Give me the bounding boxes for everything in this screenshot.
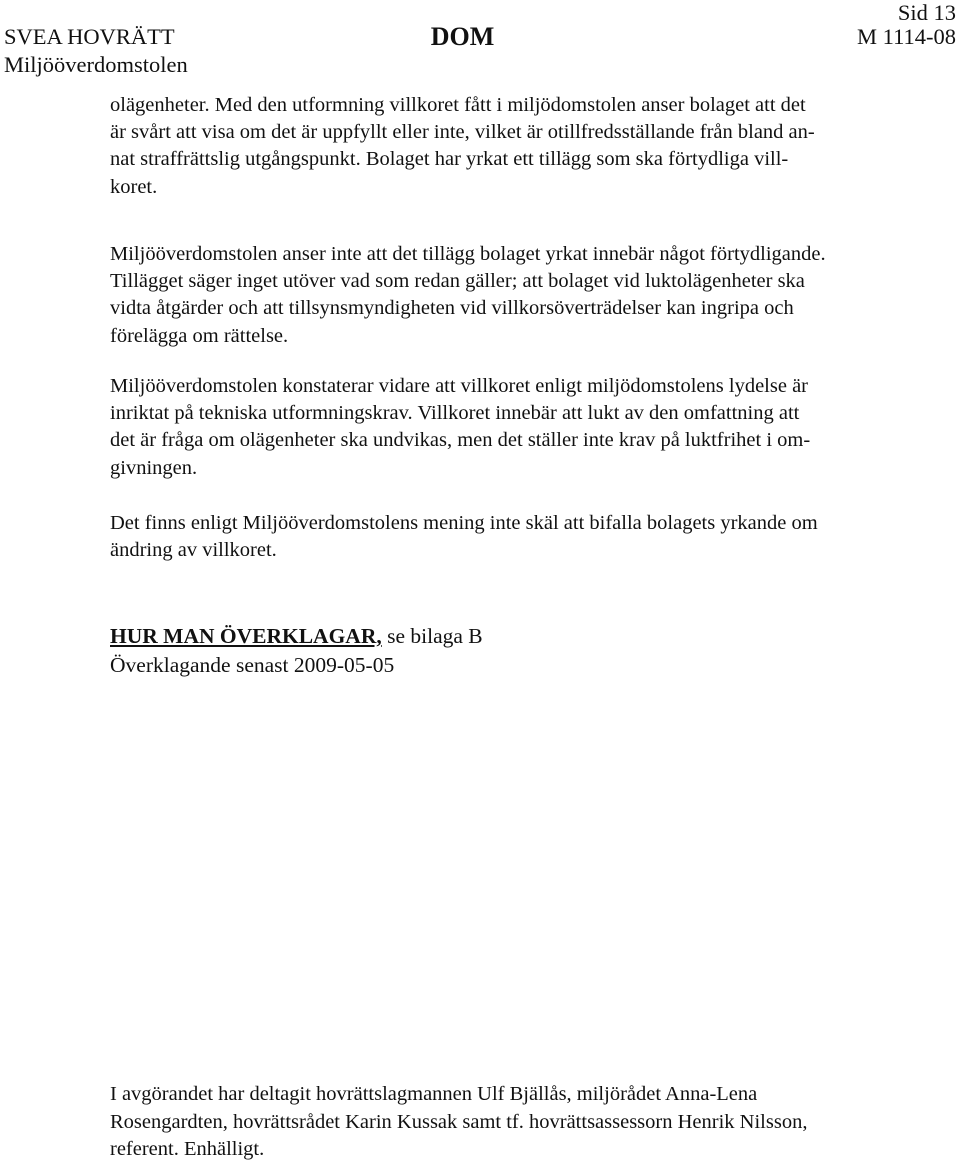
- appeal-heading: HUR MAN ÖVERKLAGAR,: [110, 624, 382, 648]
- text-line: nat straffrättslig utgångspunkt. Bolaget har yrkat ett tillägg som ska förtydliga vill-: [110, 148, 789, 171]
- paragraph: [110, 373, 930, 482]
- appeal-reference: se bilaga B: [381, 624, 483, 648]
- text-line: ändring av villkoret.: [110, 539, 277, 562]
- text-line: olägenheter. Med den utformning villkoret fått i miljödomstolen anser bolaget att det: [110, 94, 806, 116]
- appeal-deadline: Överklagande senast 2009-05-05: [110, 653, 395, 677]
- text-line: I avgörandet har deltagit hovrättslagmannen Ulf Bjällås, miljörådet Anna-Lena: [110, 1083, 758, 1105]
- appeal-section: [110, 622, 930, 680]
- text-line: inriktat på tekniska utformningskrav. Villkoret innebär att lukt av den omfattning att: [110, 402, 800, 425]
- text-line: Tillägget säger inget utöver vad som redan gäller; att bolaget vid luktolägenheter ska: [110, 270, 805, 293]
- text-line: det är fråga om olägenheter ska undvikas, men det ställer inte krav på luktfrihet i om-: [110, 429, 811, 452]
- text-line: givningen.: [110, 456, 198, 479]
- text-line: Rosengardten, hovrättsrådet Karin Kussak samt tf. hovrättsassessorn Henrik Nilsson,: [110, 1110, 808, 1133]
- text-line: förelägga om rättelse.: [110, 324, 289, 347]
- text-line: vidta åtgärder och att tillsynsmyndigheten vid villkorsöverträdelser kan ingripa och: [110, 297, 794, 320]
- paragraph: [110, 92, 930, 201]
- paragraph: [110, 241, 930, 350]
- page-number: Sid 13: [897, 0, 956, 25]
- document-type: DOM: [430, 22, 495, 51]
- text-line: referent. Enhälligt.: [110, 1138, 265, 1161]
- text-line: Miljööverdomstolen konstaterar vidare att villkoret enligt miljödomstolens lydelse är: [110, 375, 808, 397]
- court-name: SVEA HOVRÄTT: [4, 24, 175, 49]
- text-line: Det finns enligt Miljööverdomstolens mening inte skäl att bifalla bolagets yrkande om: [110, 512, 818, 534]
- text-line: Miljööverdomstolen anser inte att det tillägg bolaget yrkat innebär något förtydligande.: [110, 243, 826, 265]
- closing-paragraph: [110, 1081, 930, 1164]
- paragraph: [110, 510, 930, 564]
- case-number: M 1114-08: [857, 24, 956, 49]
- text-line: är svårt att visa om det är uppfyllt eller inte, vilket är otillfredsställande från bland an-: [110, 121, 815, 144]
- division-name: Miljööverdomstolen: [4, 52, 188, 77]
- appeal-line: [110, 622, 930, 651]
- text-line: koret.: [110, 175, 158, 198]
